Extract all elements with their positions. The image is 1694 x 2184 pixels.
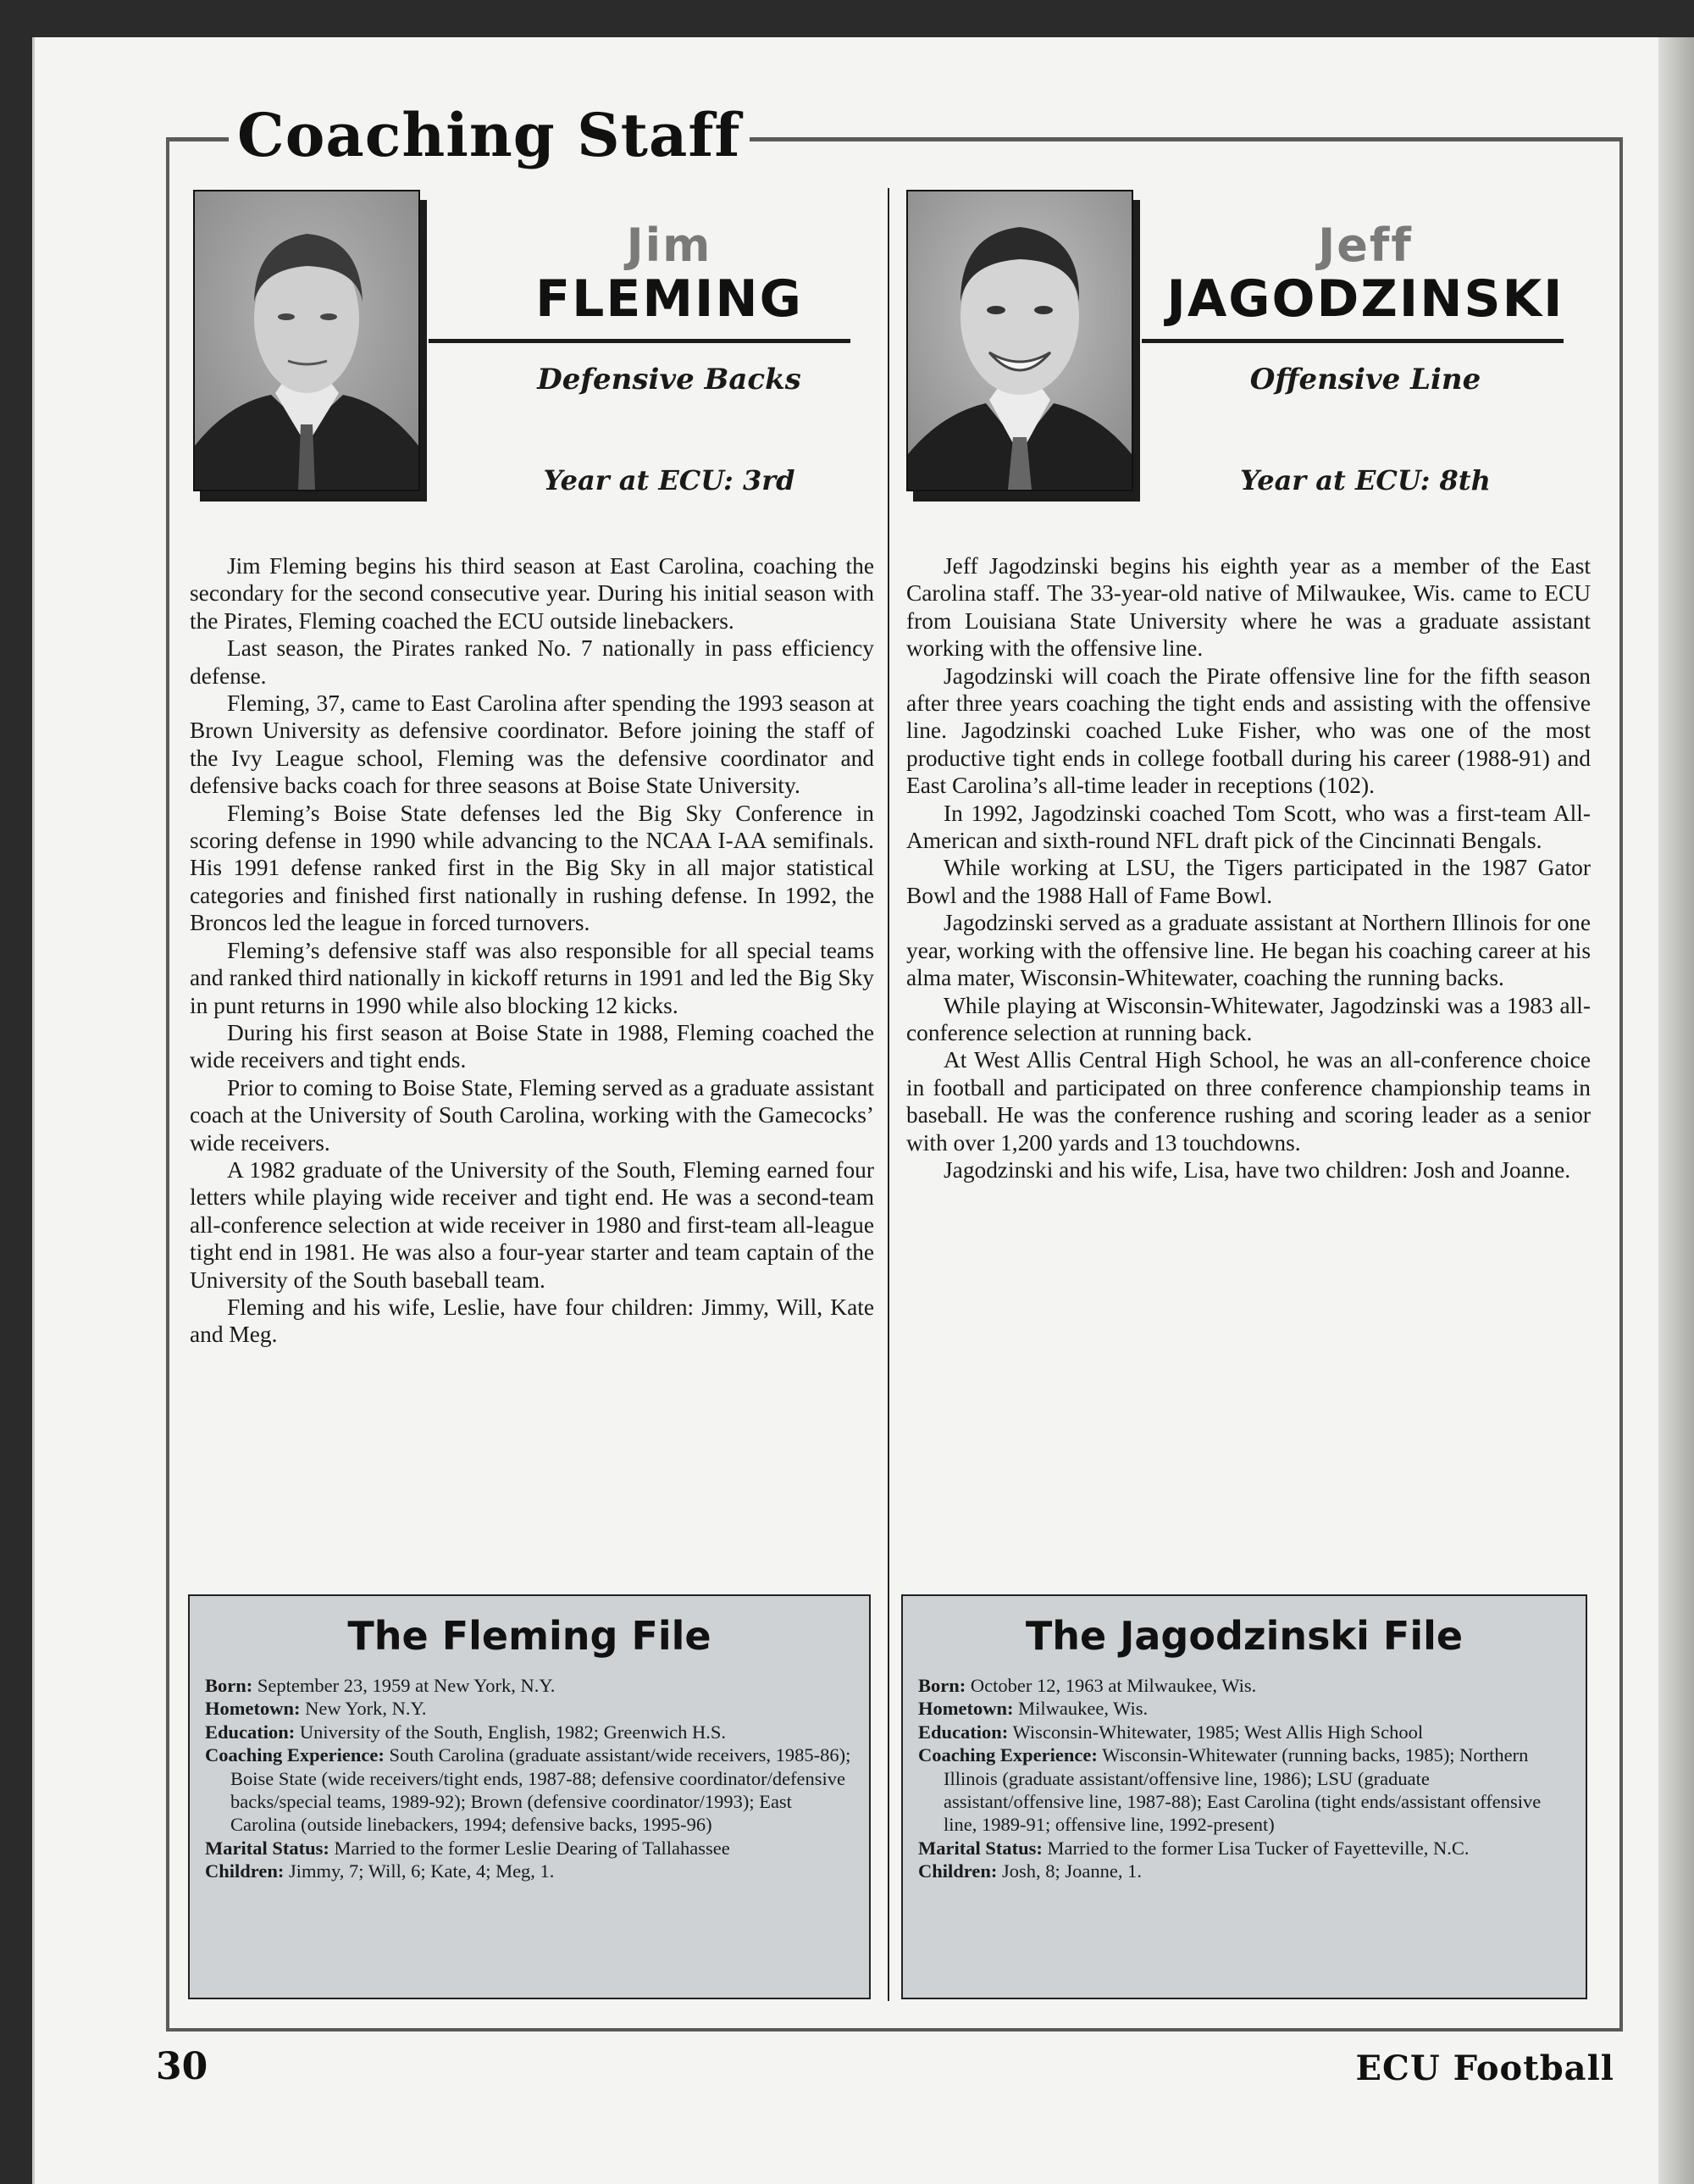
name-rule-fleming [429, 339, 850, 343]
file-experience: Coaching Experience: Wisconsin-Whitewater (running backs, 1985); Northern Illinois (graduate assistant/offensive line, 1986); LSU (graduate assistant/offensive line, 1987-88); East Carolina (tight ends/assistant offensive line, 1989-91; offensive line, 1992-present) [918, 1744, 1542, 1836]
file-children: Children: Josh, 8; Joanne, 1. [918, 1860, 1142, 1882]
file-born: Born: October 12, 1963 at Milwaukee, Wis. [918, 1675, 1257, 1696]
fact-file-jagodzinski [901, 1594, 1587, 1999]
section-title: Coaching Staff [229, 100, 750, 171]
coach-last-name-fleming: FLEMING [535, 269, 803, 329]
coach-year-fleming: Year at ECU: 3rd [543, 464, 795, 496]
name-rule-jagodzinski [1142, 339, 1564, 343]
coach-year-jagodzinski: Year at ECU: 8th [1240, 464, 1491, 496]
file-experience: Coaching Experience: South Carolina (graduate assistant/wide receivers, 1985-86); Boise State (wide receivers/tight ends, 1987-88; defensive coordinator/defensive backs/special teams, 1989-92); Brown (defensive coordinator/1993); East Carolina (outside linebackers, 1994; defensive backs, 1995-96) [205, 1744, 851, 1836]
bio-paragraph: A 1982 graduate of the University of the South, Fleming earned four letters while playing wide receiver and tight end. He was a second-team all-conference selection at wide receiver in 1980 and first-team all-league tight end in 1981. He was also a four-year starter and team captain of the University of the South baseball team. [190, 1156, 874, 1293]
page-gutter [1658, 37, 1694, 2184]
file-hometown: Hometown: Milwaukee, Wis. [918, 1698, 1149, 1720]
file-hometown: Hometown: New York, N.Y. [205, 1698, 427, 1720]
page-number: 30 [156, 2045, 208, 2088]
bio-paragraph: Jagodzinski served as a graduate assistant at Northern Illinois for one year, working with the offensive line. He began his coaching career at his alma mater, Wisconsin-Whitewater, coaching the running backs. [906, 910, 1591, 991]
file-education: Education: University of the South, English, 1982; Greenwich H.S. [205, 1721, 726, 1743]
bio-paragraph: Fleming’s Boise State defenses led the Big Sky Conference in scoring defense in 1990 while advancing to the NCAA I-AA semifinals. His 1991 defense ranked first in the Big Sky in all major statistical categories and finished first nationally in rushing defense. In 1992, the Broncos led the league in forced turnovers. [190, 800, 874, 936]
bio-paragraph: Prior to coming to Boise State, Fleming served as a graduate assistant coach at the University of South Carolina, working with the Gamecocks’ wide receivers. [190, 1074, 874, 1156]
bio-fleming [190, 552, 874, 1349]
file-title-jagodzinski: The Jagodzinski File [1025, 1613, 1464, 1659]
fact-file-fleming [188, 1594, 871, 1999]
bio-paragraph: During his first season at Boise State in 1988, Fleming coached the wide receivers and tight ends. [190, 1019, 874, 1073]
file-title-fleming: The Fleming File [347, 1613, 711, 1659]
bio-paragraph: Fleming, 37, came to East Carolina after spending the 1993 season at Brown University as defensive coordinator. Before joining the staff of the Ivy League school, Fleming was the defensive coordinator and defensive backs coach for three seasons at Boise State University. [190, 690, 874, 799]
file-born: Born: September 23, 1959 at New York, N.Y. [205, 1675, 556, 1696]
bio-paragraph: At West Allis Central High School, he was an all-conference choice in football and participated on three conference championship teams in baseball. He was the conference rushing and scoring leader as a senior with over 1,200 yards and 13 touchdowns. [906, 1047, 1591, 1156]
bio-paragraph: While working at LSU, the Tigers participated in the 1987 Gator Bowl and the 1988 Hall of Fame Bowl. [906, 855, 1591, 908]
file-marital: Marital Status: Married to the former Leslie Dearing of Tallahassee [205, 1837, 730, 1859]
bio-paragraph: Fleming’s defensive staff was also responsible for all special teams and ranked third nationally in kickoff returns in 1991 and led the Big Sky in punt returns in 1990 while also blocking 12 kicks. [190, 937, 874, 1018]
photo-fleming [193, 190, 420, 491]
coach-first-name-jagodzinski: Jeff [1318, 219, 1413, 272]
file-education: Education: Wisconsin-Whitewater, 1985; West Allis High School [918, 1721, 1424, 1743]
coach-position-jagodzinski: Offensive Line [1249, 363, 1481, 396]
column-divider [888, 188, 889, 2001]
bio-paragraph: Jeff Jagodzinski begins his eighth year as a member of the East Carolina staff. The 33-year-old native of Milwaukee, Wis. came to ECU from Louisiana State University where he was a graduate assistant working with the offensive line. [906, 553, 1591, 662]
bio-paragraph: Last season, the Pirates ranked No. 7 nationally in pass efficiency defense. [190, 635, 874, 689]
file-children: Children: Jimmy, 7; Will, 6; Kate, 4; Meg, 1. [205, 1860, 555, 1882]
coach-position-fleming: Defensive Backs [537, 363, 801, 396]
bio-paragraph: Fleming and his wife, Leslie, have four children: Jimmy, Will, Kate and Meg. [190, 1294, 874, 1348]
bio-paragraph: In 1992, Jagodzinski coached Tom Scott, who was a first-team All-American and sixth-round NFL draft pick of the Cincinnati Bengals. [906, 800, 1591, 854]
file-marital: Marital Status: Married to the former Lisa Tucker of Fayetteville, N.C. [918, 1837, 1470, 1859]
coach-last-name-jagodzinski: JAGODZINSKI [1166, 269, 1564, 329]
coach-first-name-fleming: Jim [626, 219, 712, 272]
bio-paragraph: While playing at Wisconsin-Whitewater, Jagodzinski was a 1983 all-conference selection at running back. [906, 992, 1591, 1045]
bio-jagodzinski [906, 552, 1591, 1183]
photo-jagodzinski [906, 190, 1133, 491]
bio-paragraph: Jagodzinski will coach the Pirate offensive line for the fifth season after three years coaching the tight ends and assisting with the offensive line. Jagodzinski coached Luke Fisher, who was one of the most productive tight ends in college football during his career (1988-91) and East Carolina’s all-time leader in receptions (102). [906, 662, 1591, 799]
publication-name: ECU Football [1355, 2048, 1614, 2088]
bio-paragraph: Jim Fleming begins his third season at East Carolina, coaching the secondary for the second consecutive year. During his initial season with the Pirates, Fleming coached the ECU outside linebackers. [190, 553, 874, 634]
bio-paragraph: Jagodzinski and his wife, Lisa, have two children: Josh and Joanne. [944, 1156, 1571, 1183]
